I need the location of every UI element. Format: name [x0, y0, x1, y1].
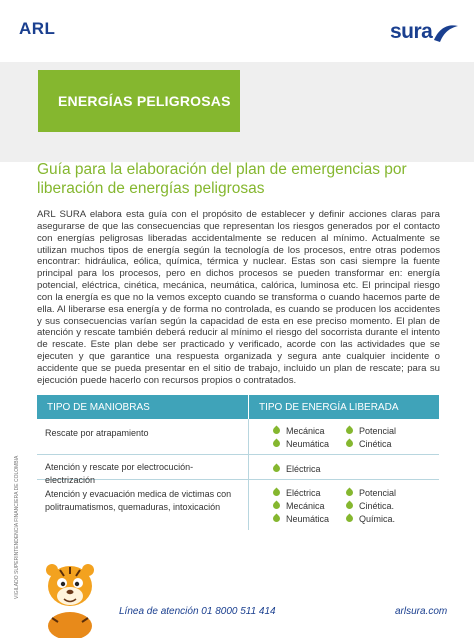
sura-logo-text: sura — [390, 20, 433, 43]
leaf-icon — [272, 439, 282, 449]
leaf-icon — [272, 464, 282, 474]
leaf-icon — [272, 501, 282, 511]
header — [0, 0, 474, 62]
maniobra-cell: Atención y evacuación medica de victimas con politraumatismos, quemaduras, intoxicación — [37, 480, 249, 530]
list-item: Potencial — [346, 424, 419, 437]
header-maniobras: TIPO DE MANIOBRAS — [37, 395, 249, 419]
section-tag-label: ENERGÍAS PELIGROSAS — [58, 93, 231, 109]
list-item: Eléctrica — [273, 462, 346, 475]
list-item: Mecánica — [273, 499, 346, 512]
support-phone: Línea de atención 01 8000 511 414 — [119, 606, 276, 617]
energia-cell — [249, 480, 439, 530]
section-tag — [38, 70, 240, 132]
energia-cell — [249, 419, 439, 454]
table-row — [37, 455, 439, 485]
maniobra-cell: Rescate por atrapamiento — [37, 419, 249, 454]
tiger-mascot-illustration — [38, 556, 102, 638]
list-item: Cinética. — [346, 499, 419, 512]
energia-cell — [249, 455, 439, 479]
energy-table — [37, 395, 439, 530]
leaf-icon — [345, 439, 355, 449]
maniobra-cell: Atención y rescate por electrocución- electrización — [37, 455, 249, 479]
list-item: Cinética — [346, 437, 419, 450]
vigilado-mark — [6, 455, 28, 602]
list-item: Eléctrica — [273, 486, 346, 499]
list-item: Potencial — [346, 486, 419, 499]
list-item: Mecánica — [273, 424, 346, 437]
leaf-icon — [345, 501, 355, 511]
vigilado-text: VIGILADO SUPERINTENDENCIA FINANCIERA DE COLOMBIA — [14, 455, 20, 599]
arl-label: ARL — [19, 19, 56, 38]
header-energia: TIPO DE ENERGÍA LIBERADA — [259, 401, 399, 413]
leaf-icon — [272, 514, 282, 524]
leaf-icon — [345, 488, 355, 498]
website-link[interactable]: arlsura.com — [395, 606, 448, 617]
intro-paragraph: ARL SURA elabora esta guía con el propósito de establecer y definir acciones claras para asegurarse de que las consecuencias que representan los riesgos generados por el contacto con energías peligrosas liberadas accidentalmente se reducen al mínimo. Actualmente se utilizan muchos tipos de energía según la tecnología de los procesos, entre otras podemos encontrar: hidráulica, eólica, química, térmica y nuclear. Estas son casi siempre la fuente principal para los procesos, pero en dichos procesos se pueden transformar en: energía potencial, eléctrica, cinética, mecánica, neumática, calórica, luminosa etc. El principal riesgo con la energía es que no la vemos excepto cuando se transforma o cuando hacemos parte de ella. Al liberarse esa energía y de forma no controlada, es cuando se producen los accidentes y sus consecuencias varían según la capacidad de esta en ese preciso momento. El plan de atención y rescate también deberá reducir al mínimo el riesgo del socorrista durante el intento de rescate. Este plan debe ser practicado y verificado, acorde con las actividades que se ejecuten y que garantice una respuesta organizada y segura ante cualquier incidente o accidente que se pueda presentar en el sitio de trabajo, incluido un plan de rescate; para su ejecución puede hacerlo con recursos propios o contratados. — [37, 209, 440, 386]
sura-swoosh-icon — [432, 22, 460, 48]
list-item: Química. — [346, 512, 419, 525]
table-header — [37, 395, 439, 419]
sura-logo[interactable] — [390, 20, 460, 50]
leaf-icon — [345, 514, 355, 524]
table-row — [37, 419, 439, 455]
leaf-icon — [272, 488, 282, 498]
leaf-icon — [272, 426, 282, 436]
page-title: Guía para la elaboración del plan de emergencias por liberación de energías peligrosas — [37, 161, 407, 197]
list-item: Neumática — [273, 437, 346, 450]
list-item: Neumática — [273, 512, 346, 525]
table-row — [37, 480, 439, 530]
leaf-icon — [345, 426, 355, 436]
